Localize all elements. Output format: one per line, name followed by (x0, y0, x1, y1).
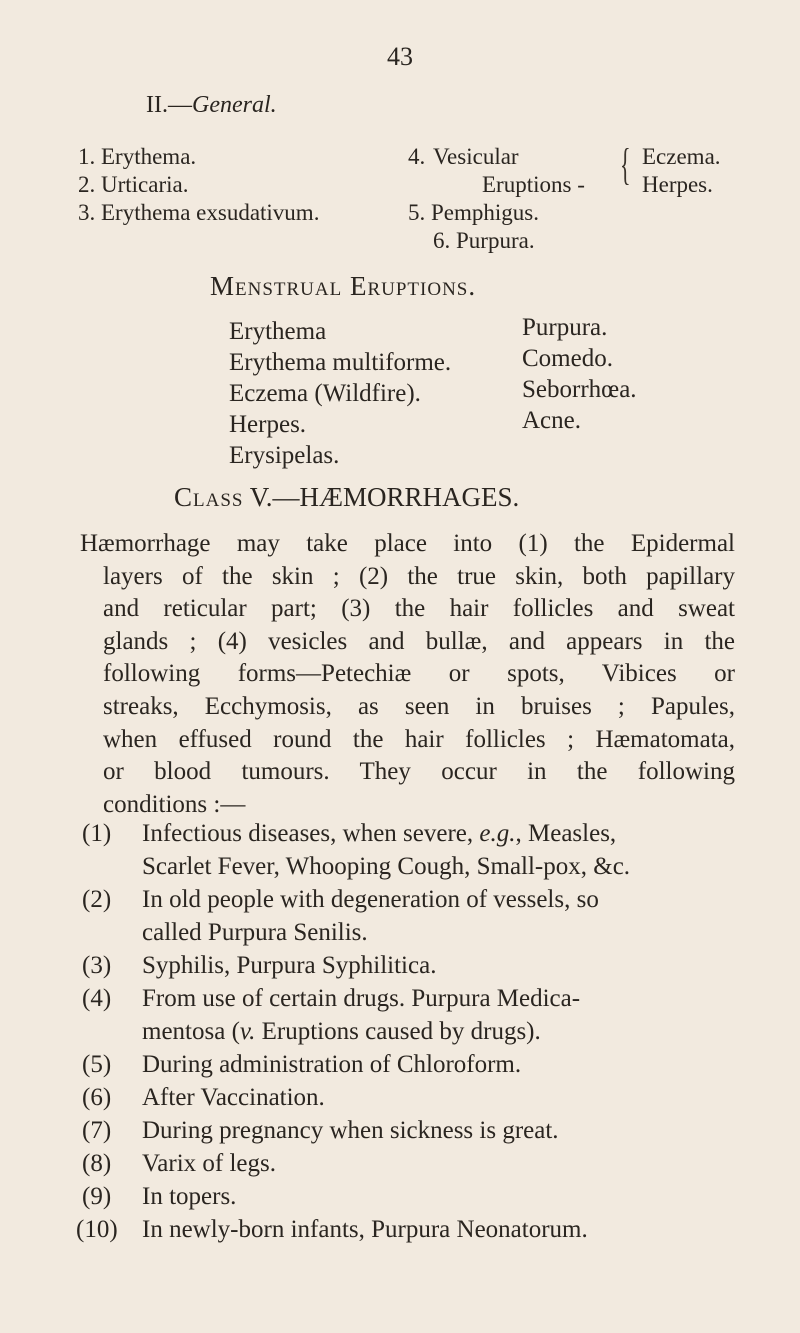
paragraph-line: when effused round the hair follicles ; Hæmatomata, (103, 725, 735, 753)
paragraph-line: glands ; (4) vesicles and bullæ, and appears in the (103, 627, 735, 655)
paragraph-line: conditions :— (103, 790, 246, 818)
condition-number: (8) (82, 1150, 112, 1177)
general-item-1: 1. Erythema. (78, 144, 197, 169)
condition-text: After Vaccination. (142, 1084, 325, 1111)
general-item-4-number: 4. (408, 144, 426, 169)
menstrual-right-4: Acne. (522, 407, 581, 434)
class-heading-title: V.—HÆMORRHAGES. (249, 482, 520, 512)
paragraph-line: streaks, Ecchymosis, as seen in bruises ; Papules, (103, 692, 735, 720)
condition-item-6 (82, 1084, 325, 1112)
condition-number: (2) (82, 886, 112, 913)
general-item-4-option-1: Eczema. (642, 144, 721, 169)
menstrual-right-2: Comedo. (522, 345, 613, 372)
condition-item-4-continued (142, 1018, 541, 1046)
general-item-6: 6. Purpura. (433, 228, 535, 253)
condition-item-1 (82, 820, 616, 848)
condition-number: (10) (76, 1216, 118, 1243)
menstrual-right-3: Seborrhœa. (522, 376, 637, 403)
condition-number: (1) (82, 820, 112, 847)
condition-text-v: v. (239, 1018, 256, 1045)
condition-text: Infectious diseases, when severe, (142, 820, 480, 847)
condition-item-2-continued: called Purpura Senilis. (142, 919, 368, 946)
class-heading (174, 482, 519, 513)
condition-text-eg: e.g. (479, 820, 516, 847)
condition-text: During administration of Chloroform. (142, 1051, 522, 1078)
general-item-2: 2. Urticaria. (78, 172, 189, 197)
condition-item-7 (82, 1117, 559, 1145)
condition-text: Syphilis, Purpura Syphilitica. (142, 952, 437, 979)
menstrual-left-5: Erysipelas. (229, 442, 340, 469)
subheading-label: General. (191, 92, 277, 118)
menstrual-left-4: Herpes. (229, 411, 307, 438)
condition-text: In topers. (142, 1183, 237, 1210)
general-item-5: 5. Pemphigus. (408, 200, 539, 225)
menstrual-left-3: Eczema (Wildfire). (229, 380, 421, 407)
general-item-4-line2: Eruptions - (482, 172, 585, 197)
condition-item-8 (82, 1150, 276, 1178)
subheading-prefix: II.— (146, 92, 192, 118)
paragraph-line: following forms—Petechiæ or spots, Vibices or (103, 660, 735, 688)
condition-text: In newly-born infants, Purpura Neonatorum. (142, 1216, 588, 1243)
menstrual-left-1: Erythema (229, 318, 327, 345)
condition-text: mentosa ( (142, 1018, 240, 1045)
condition-text: From use of certain drugs. Purpura Medica- (142, 985, 581, 1012)
condition-number: (4) (82, 985, 112, 1012)
page-number: 43 (387, 42, 413, 71)
paragraph-line: and reticular part; (3) the hair follicles and sweat (103, 595, 735, 623)
condition-item-10 (76, 1216, 588, 1244)
condition-text: Eruptions caused by drugs). (255, 1018, 541, 1045)
general-item-4-option-2: Herpes. (642, 172, 713, 197)
paragraph-line: Hæmorrhage may take place into (1) the Epidermal (80, 530, 735, 557)
condition-number: (5) (82, 1051, 112, 1078)
paragraph-line: or blood tumours. They occur in the following (103, 758, 735, 786)
condition-number: (3) (82, 952, 112, 979)
brace-icon: { (620, 140, 631, 189)
condition-item-4 (82, 985, 580, 1013)
condition-text: Varix of legs. (142, 1150, 276, 1177)
section-subheading (146, 92, 277, 119)
general-item-4-line1: Vesicular (433, 144, 519, 169)
condition-text: In old people with degeneration of vessels, so (142, 886, 599, 913)
paragraph-line: layers of the skin ; (2) the true skin, both papillary (103, 562, 735, 590)
condition-number: (7) (82, 1117, 112, 1144)
condition-item-1-continued: Scarlet Fever, Whooping Cough, Small-pox, &c. (142, 853, 631, 880)
menstrual-left-2: Erythema multiforme. (229, 349, 452, 376)
menstrual-heading: Menstrual Eruptions. (210, 271, 477, 301)
condition-number: (9) (82, 1183, 112, 1210)
condition-text: , Measles, (515, 820, 617, 847)
haemorrhage-paragraph (80, 528, 735, 821)
condition-item-9 (82, 1183, 236, 1211)
condition-text: During pregnancy when sickness is great. (142, 1117, 559, 1144)
condition-item-3 (82, 952, 436, 980)
condition-item-2 (82, 886, 599, 914)
menstrual-right-1: Purpura. (522, 314, 608, 341)
condition-number: (6) (82, 1084, 112, 1111)
general-item-3: 3. Erythema exsudativum. (78, 200, 320, 225)
condition-item-5 (82, 1051, 521, 1079)
class-heading-prefix: Class (174, 482, 244, 512)
